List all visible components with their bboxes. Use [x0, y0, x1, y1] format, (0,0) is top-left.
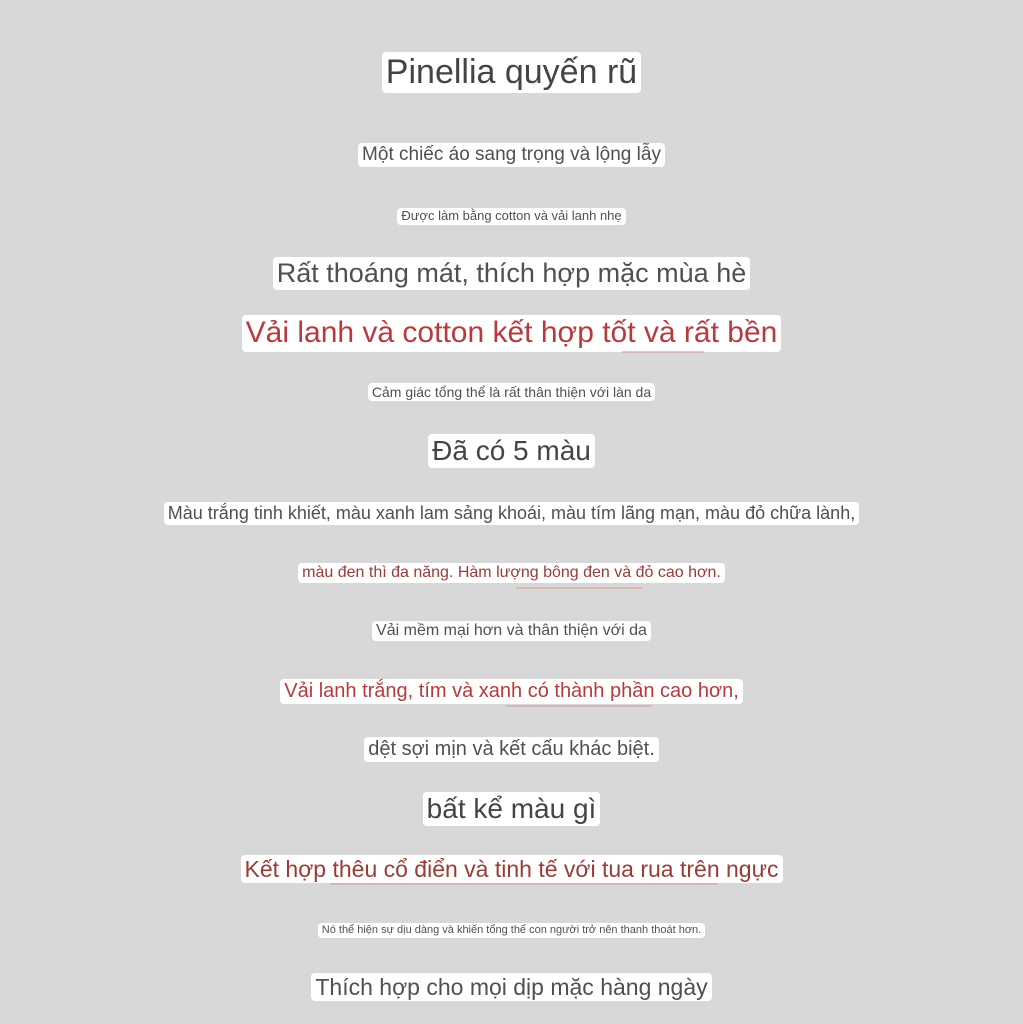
- text-line-1: [0, 143, 1023, 167]
- underline-mark-3: [506, 705, 652, 707]
- text-13: Kết hợp thêu cổ điển và tinh tế với tua rua trên ngực: [241, 855, 783, 883]
- text-15: Thích hợp cho mọi dịp mặc hàng ngày: [311, 973, 711, 1001]
- underline-mark-2: [516, 587, 642, 589]
- text-line-8: [0, 563, 1023, 583]
- text-line-9: [0, 621, 1023, 641]
- underline-mark-1: [622, 351, 704, 353]
- text-9: Vải mềm mại hơn và thân thiện với da: [372, 621, 651, 641]
- text-2: Được làm bằng cotton và vải lanh nhẹ: [397, 208, 625, 225]
- text-line-2: [0, 207, 1023, 225]
- text-6: Đã có 5 màu: [428, 434, 595, 468]
- text-line-3: [0, 257, 1023, 290]
- text-line-5: [0, 383, 1023, 402]
- text-4: Vải lanh và cotton kết hợp tốt và rất bền: [242, 315, 782, 352]
- text-line-4: [0, 315, 1023, 352]
- text-1: Một chiếc áo sang trọng và lộng lẫy: [358, 143, 665, 167]
- text-11: dệt sợi mịn và kết cấu khác biệt.: [364, 737, 659, 762]
- text-8: màu đen thì đa năng. Hàm lượng bông đen và đỏ cao hơn.: [298, 563, 725, 583]
- text-line-12: [0, 792, 1023, 826]
- text-line-7: [0, 502, 1023, 525]
- text-line-10: [0, 679, 1023, 704]
- text-12: bất kể màu gì: [423, 792, 601, 826]
- title-line: [0, 52, 1023, 93]
- text-line-15: [0, 973, 1023, 1001]
- text-line-14: [0, 920, 1023, 938]
- text-5: Cảm giác tổng thể là rất thân thiện với làn da: [368, 383, 655, 401]
- underline-mark-4: [330, 883, 718, 885]
- text-14: Nó thể hiện sự dịu dàng và khiến tổng thể con người trở nên thanh thoát hơn.: [318, 923, 705, 938]
- text-7: Màu trắng tinh khiết, màu xanh lam sảng khoái, màu tím lãng mạn, màu đỏ chữa lành,: [164, 502, 859, 525]
- text-10: Vải lanh trắng, tím và xanh có thành phần cao hơn,: [280, 679, 743, 704]
- text-3: Rất thoáng mát, thích hợp mặc mùa hè: [273, 257, 750, 290]
- text-line-13: [0, 855, 1023, 883]
- title: Pinellia quyến rũ: [382, 52, 641, 93]
- text-line-6: [0, 434, 1023, 468]
- text-line-11: [0, 737, 1023, 762]
